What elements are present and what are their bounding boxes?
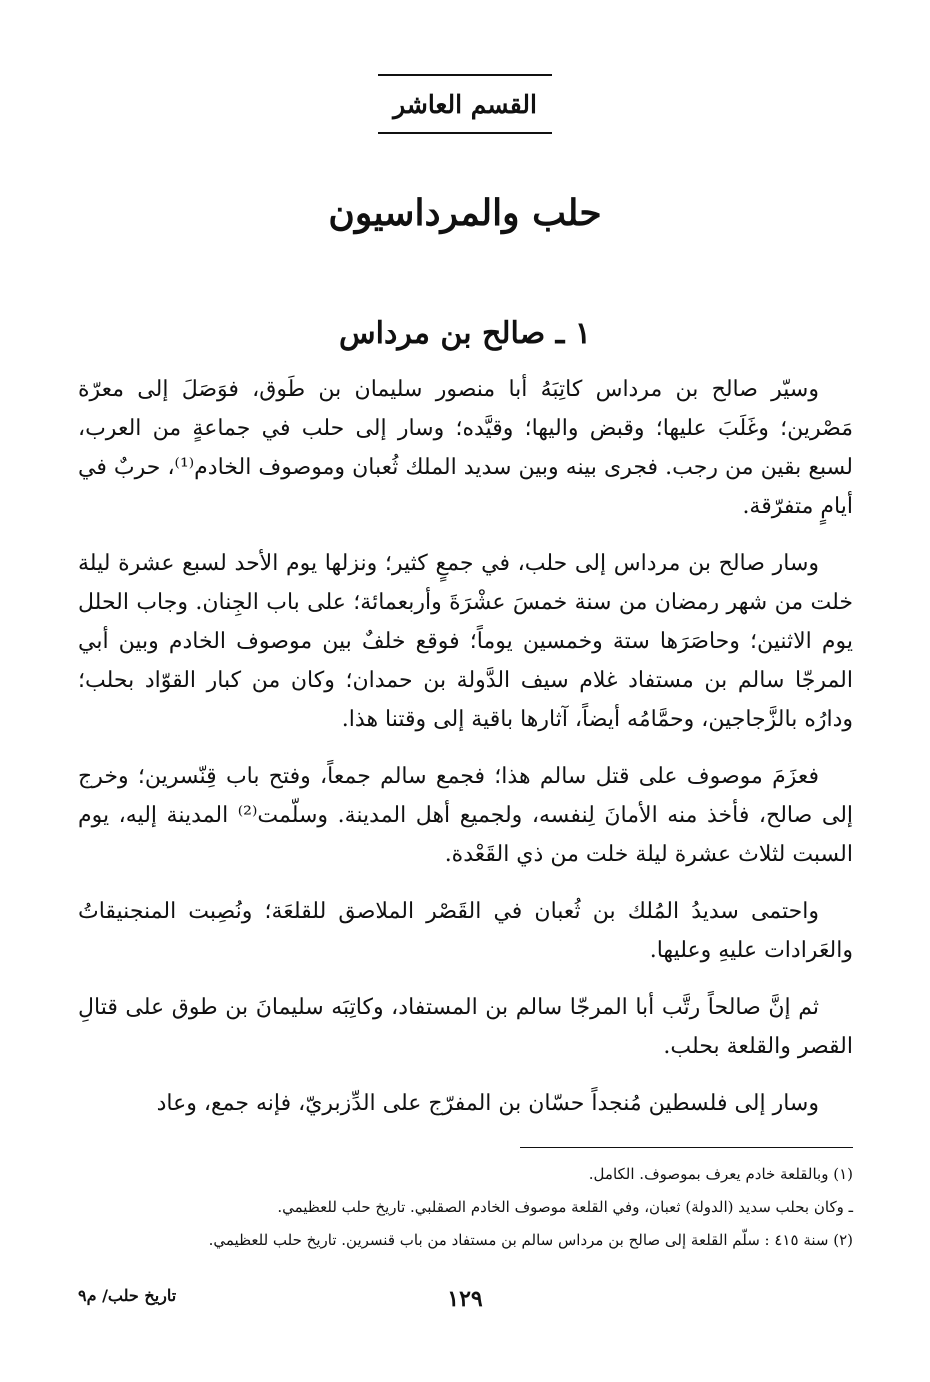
paragraph: ثم إنَّ صالحاً رتَّب أبا المرجّا سالم بن المستفاد، وكاتِبَه سليمانَ بن طوق على قتالِ القصر والقلعة بحلب. bbox=[78, 995, 853, 1059]
body-text bbox=[78, 370, 853, 1141]
paragraph: وسيّر صالح بن مرداس كاتِبَهُ أبا منصور سليمان بن طَوق، فوَصَلَ إلى معرّة مَصْرين؛ وغَلَبَ عليها؛ وقبض واليها؛ وقيَّده؛ وسار إلى حلب في جماعةٍ من العرب، لسبع بقين من رجب. فجرى بينه وبين سديد الملك ثُعبان وموصوف الخادم⁽¹⁾، حربٌ في أيامٍ متفرّقة. bbox=[78, 377, 854, 519]
signature-mark: تاريخ حلب/ م٩ bbox=[78, 1286, 177, 1305]
footnote: ـ وكان بحلب سديد (الدولة) ثعبان، وفي القلعة موصوف الخادم الصقلبي. تاريخ حلب للعظيمي. bbox=[277, 1198, 853, 1216]
paragraph: واحتمى سديدُ المُلك بن ثُعبان في القَصْر الملاصق للقلعَة؛ ونُصِبت المنجنيقاتُ والعَرادات عليهِ وعليها. bbox=[78, 899, 853, 963]
paragraph: وسار إلى فلسطين مُنجداً حسّان بن المفرّج على الدِّزبريّ، فإنه جمع، وعاد bbox=[156, 1091, 819, 1116]
paragraph: وسار صالح بن مرداس إلى حلب، في جمعٍ كثير؛ ونزلها يوم الأحد لسبع عشرة ليلة خلت من شهر رمضان من سنة خمسَ عشْرَةَ وأربعمائة؛ على باب الجِنان. وجاب الحلل يوم الاثنين؛ وحاصَرَها ستة وخمسين يوماً؛ فوقع خلفٌ بين موصوف الخادم وبين أبي المرجّا سالم بن مستفاد غلام سيف الدَّولة بن حمدان؛ وكان من كبار القوّاد بحلب؛ ودارُه بالزَّجاجين، وحمَّامُه أيضاً، آثارها باقية إلى وقتنا هذا. bbox=[78, 551, 853, 732]
footnote: (١) وبالقلعة خادم يعرف بموصوف. الكامل. bbox=[588, 1165, 853, 1183]
footnotes bbox=[78, 1158, 853, 1257]
footnote-divider bbox=[520, 1147, 853, 1148]
footnote: (٢) سنة ٤١٥ : سلّم القلعة إلى صالح بن مرداس سالم بن مستفاد من باب قنسرين. تاريخ حلب للعظيمي. bbox=[208, 1231, 853, 1249]
paragraph: فعزَمَ موصوف على قتل سالم هذا؛ فجمع سالم جمعاً، وفتح باب قِنّسرين؛ وخرج إلى صالح، فأخذ منه الأمانَ لِنفسه، ولجميع أهل المدينة. وسلّمت⁽²⁾ المدينة إليه، يوم السبت لثلاث عشرة ليلة خلت من ذي القَعْدة. bbox=[78, 764, 854, 867]
section-title: ١ ـ صالح بن مرداس bbox=[339, 316, 591, 351]
part-heading-box bbox=[378, 74, 552, 134]
chapter-title: حلب والمرداسيون bbox=[328, 192, 602, 234]
part-title: القسم العاشر bbox=[393, 89, 537, 119]
page-number: ١٢٩ bbox=[447, 1286, 483, 1312]
